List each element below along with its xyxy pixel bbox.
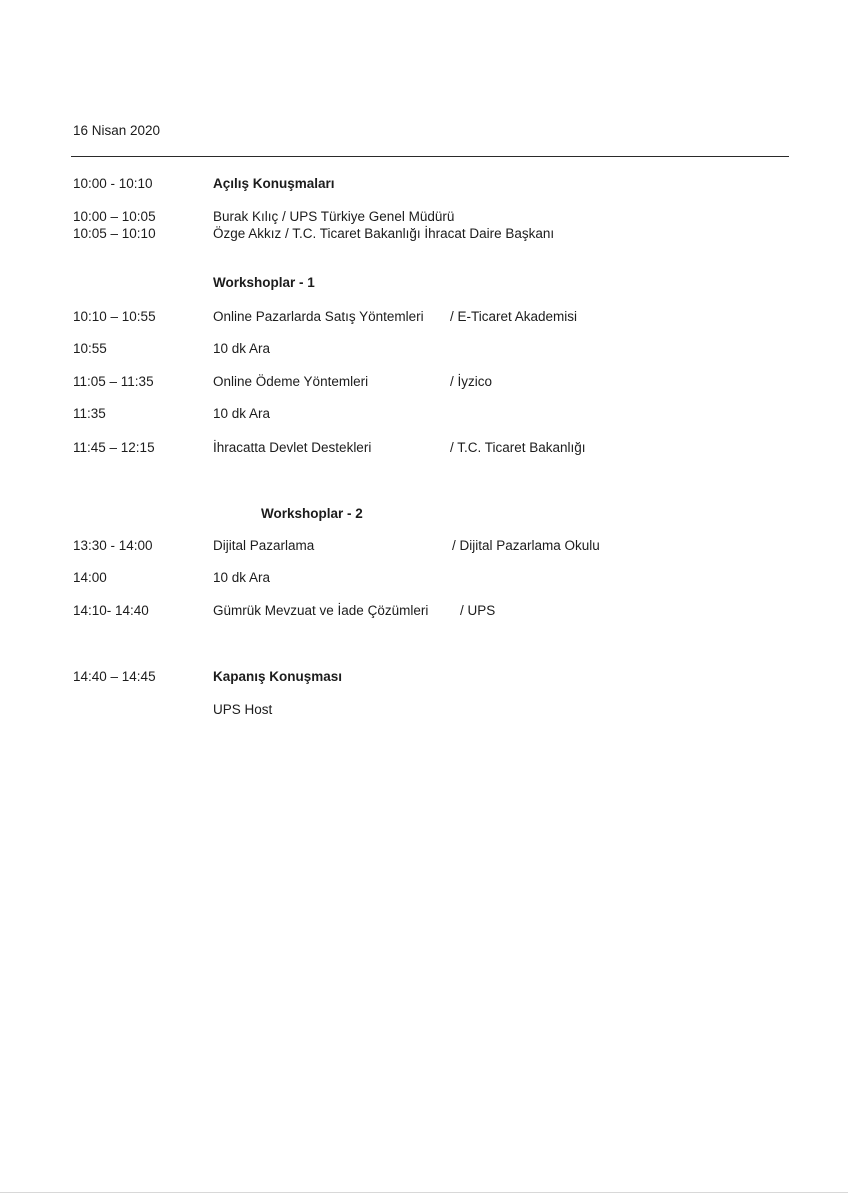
- break-time: 14:00: [73, 570, 107, 585]
- session-topic: İhracatta Devlet Destekleri: [213, 440, 372, 455]
- document-date: 16 Nisan 2020: [73, 123, 161, 138]
- session-topic: Dijital Pazarlama: [213, 538, 315, 553]
- page-bottom-edge: [0, 1192, 848, 1193]
- session-org: / İyzico: [450, 374, 493, 389]
- break-time: 10:55: [73, 341, 107, 356]
- session-time: 14:10- 14:40: [73, 603, 149, 618]
- speaker-time: 10:00 – 10:05: [73, 209, 156, 224]
- header-divider: [71, 156, 789, 157]
- speaker-name: Burak Kılıç / UPS Türkiye Genel Müdürü: [213, 209, 455, 224]
- session-org: / T.C. Ticaret Bakanlığı: [450, 440, 586, 455]
- opening-title: Açılış Konuşmaları: [213, 176, 335, 191]
- session-time: 11:05 – 11:35: [73, 374, 154, 389]
- session-org: / UPS: [460, 603, 496, 618]
- session-topic: Online Ödeme Yöntemleri: [213, 374, 369, 389]
- break-label: 10 dk Ara: [213, 406, 271, 421]
- break-label: 10 dk Ara: [213, 341, 271, 356]
- break-label: 10 dk Ara: [213, 570, 271, 585]
- closing-title: Kapanış Konuşması: [213, 669, 343, 684]
- workshops-2-title: Workshoplar - 2: [261, 506, 363, 521]
- break-time: 11:35: [73, 406, 106, 421]
- closing-host: UPS Host: [213, 702, 273, 717]
- closing-time: 14:40 – 14:45: [73, 669, 156, 684]
- session-time: 11:45 – 12:15: [73, 440, 155, 455]
- speaker-time: 10:05 – 10:10: [73, 226, 156, 241]
- session-topic: Online Pazarlarda Satış Yöntemleri: [213, 309, 424, 324]
- workshops-1-title: Workshoplar - 1: [213, 275, 315, 290]
- session-org: / E-Ticaret Akademisi: [450, 309, 578, 324]
- session-time: 13:30 - 14:00: [73, 538, 153, 553]
- session-topic: Gümrük Mevzuat ve İade Çözümleri: [213, 603, 429, 618]
- speaker-name: Özge Akkız / T.C. Ticaret Bakanlığı İhracat Daire Başkanı: [213, 226, 555, 241]
- opening-time: 10:00 - 10:10: [73, 176, 153, 191]
- session-time: 10:10 – 10:55: [73, 309, 156, 324]
- session-org: / Dijital Pazarlama Okulu: [452, 538, 600, 553]
